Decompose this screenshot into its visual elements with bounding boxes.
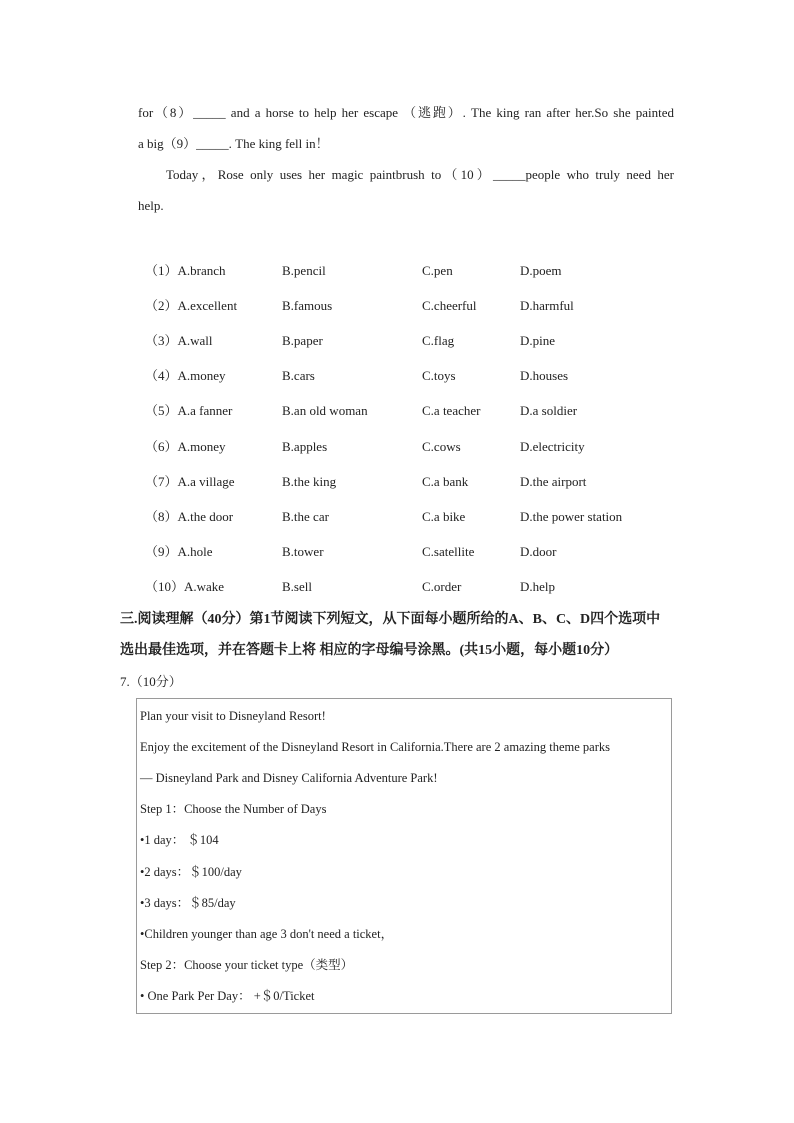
- option-b: B.the car: [282, 509, 329, 524]
- option-a: （9）A.hole: [145, 544, 213, 559]
- option-b: B.famous: [282, 298, 333, 313]
- section-heading-line-1: 三.阅读理解（40分）第1节阅读下列短文，从下面每小题所给的A、B、C、D四个选项中: [120, 612, 661, 627]
- ad-parks: — Disneyland Park and Disney California Adventure Park!: [140, 771, 438, 785]
- passage-line-2: a big（9）_____. The king fell in！: [138, 136, 329, 151]
- option-c: C.order: [422, 579, 462, 594]
- option-a: （5）A.a fanner: [145, 403, 233, 418]
- option-row-5: [145, 402, 705, 420]
- passage-line-1: for（8）_____ and a horse to help her escape （逃跑）. The king ran after her.So she painted: [138, 105, 674, 120]
- ad-ticket-type: • One Park Per Day： +＄0/Ticket: [140, 989, 315, 1003]
- option-b: B.paper: [282, 333, 323, 348]
- option-b: B.the king: [282, 474, 337, 489]
- option-c: C.a bank: [422, 474, 469, 489]
- option-d: D.the power station: [520, 509, 623, 524]
- option-d: D.harmful: [520, 298, 574, 313]
- option-d: D.help: [520, 579, 556, 594]
- option-c: C.a teacher: [422, 403, 481, 418]
- option-a: （6）A.money: [145, 439, 226, 454]
- option-a: （10）A.wake: [145, 579, 225, 594]
- option-row-7: [145, 473, 705, 491]
- ad-step-1: Step 1：Choose the Number of Days: [140, 802, 327, 816]
- option-b: B.sell: [282, 579, 312, 594]
- option-a: （8）A.the door: [145, 509, 234, 524]
- option-b: B.pencil: [282, 263, 326, 278]
- option-b: B.tower: [282, 544, 324, 559]
- ad-step-2: Step 2：Choose your ticket type（类型）: [140, 958, 354, 972]
- ad-intro: Enjoy the excitement of the Disneyland Resort in California.There are 2 amazing theme parks: [140, 740, 610, 754]
- option-c: C.a bike: [422, 509, 466, 524]
- option-row-9: [145, 543, 705, 561]
- option-c: C.cows: [422, 439, 461, 454]
- option-d: D.door: [520, 544, 557, 559]
- question-number: 7.（10分）: [120, 674, 182, 689]
- option-d: D.the airport: [520, 474, 587, 489]
- option-row-1: [145, 262, 705, 280]
- option-c: C.satellite: [422, 544, 475, 559]
- option-a: （2）A.excellent: [145, 298, 238, 313]
- option-row-4: [145, 367, 705, 385]
- option-row-10: [145, 578, 705, 596]
- passage-line-4: help.: [138, 198, 164, 213]
- option-d: D.houses: [520, 368, 569, 383]
- ad-children-note: •Children younger than age 3 don't need a ticket，: [140, 927, 394, 941]
- option-d: D.electricity: [520, 439, 585, 454]
- option-row-6: [145, 438, 705, 456]
- ad-price-1-day: •1 day： ＄104: [140, 833, 219, 847]
- ad-price-3-days: •3 days：＄85/day: [140, 896, 236, 910]
- option-b: B.cars: [282, 368, 315, 383]
- option-d: D.poem: [520, 263, 562, 278]
- option-d: D.a soldier: [520, 403, 578, 418]
- option-c: C.pen: [422, 263, 453, 278]
- option-a: （7）A.a village: [145, 474, 235, 489]
- passage-line-3: Today，Rose only uses her magic paintbrush to（10）_____people who truly need her: [166, 167, 674, 182]
- ad-title: Plan your visit to Disneyland Resort!: [140, 709, 326, 723]
- option-c: C.toys: [422, 368, 456, 383]
- option-a: （4）A.money: [145, 368, 226, 383]
- option-row-3: [145, 332, 705, 350]
- option-c: C.cheerful: [422, 298, 477, 313]
- option-row-2: [145, 297, 705, 315]
- ad-box: [136, 698, 672, 1014]
- option-c: C.flag: [422, 333, 455, 348]
- option-row-8: [145, 508, 705, 526]
- option-b: B.an old woman: [282, 403, 368, 418]
- option-a: （1）A.branch: [145, 263, 226, 278]
- section-heading-line-2: 选出最佳选项，并在答题卡上将 相应的字母编号涂黑。(共15小题，每小题10分）: [120, 643, 619, 658]
- ad-price-2-days: •2 days：＄100/day: [140, 865, 242, 879]
- option-d: D.pine: [520, 333, 556, 348]
- option-a: （3）A.wall: [145, 333, 213, 348]
- option-b: B.apples: [282, 439, 328, 454]
